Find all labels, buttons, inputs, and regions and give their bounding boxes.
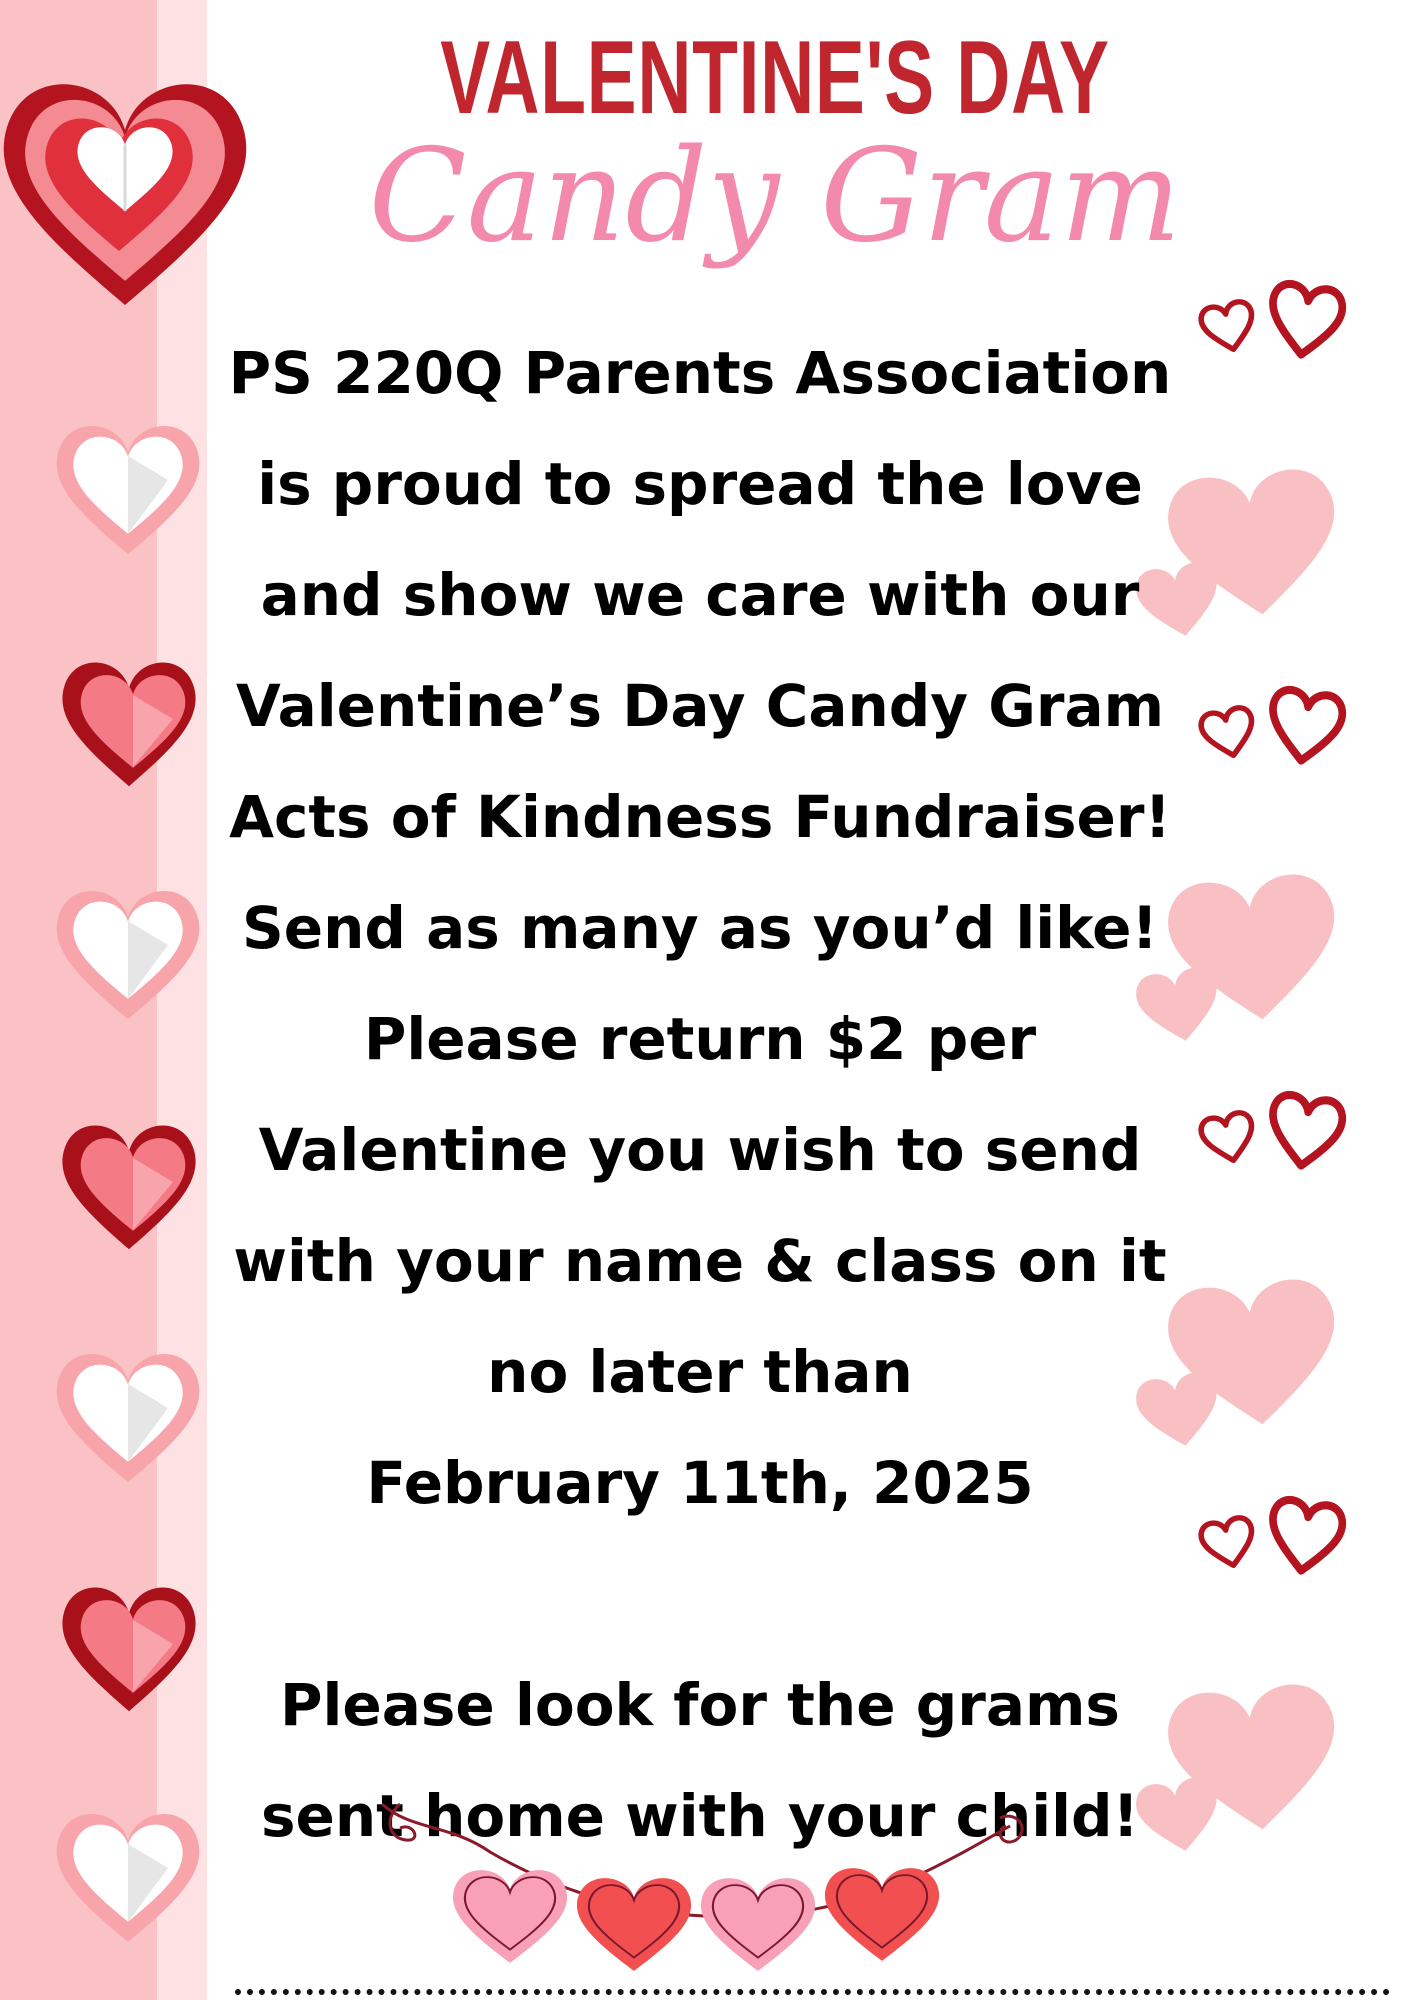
heading-valentines-day: VALENTINE'S DAY [440, 20, 1110, 136]
dotted-divider [235, 1989, 1390, 1995]
body-line: Please return $2 per [363, 1005, 1037, 1073]
paper-heart-white-icon [48, 1808, 208, 1948]
body-line: Valentine’s Day Candy Gram [235, 672, 1165, 740]
closing-line: sent home with your child! [261, 1782, 1139, 1850]
body-line: and show we care with our [260, 561, 1140, 629]
body-line: Send as many as you’d like! [242, 894, 1158, 962]
body-line: Valentine you wish to send [258, 1116, 1142, 1184]
outline-hearts-icon [1185, 678, 1365, 788]
body-line: no later than [487, 1338, 913, 1406]
outline-hearts-icon [1185, 1488, 1365, 1598]
paper-heart-red-icon [54, 1580, 204, 1720]
paper-heart-red-icon [54, 1118, 204, 1258]
body-line: Acts of Kindness Fundraiser! [229, 783, 1171, 851]
body-line: is proud to spread the love [257, 450, 1143, 518]
body-line: with your name & class on it [233, 1227, 1167, 1295]
paper-heart-white-icon [48, 420, 208, 560]
flyer-body [200, 318, 1200, 1872]
heart-garland-icon [370, 1800, 1030, 1980]
script-title-candy-gram: Candy Gram [368, 122, 1182, 271]
deadline-date: February 11th, 2025 [366, 1449, 1034, 1517]
paper-heart-white-icon [48, 885, 208, 1025]
paper-heart-red-icon [54, 655, 204, 795]
closing-line: Please look for the grams [280, 1671, 1120, 1739]
outline-hearts-icon [1185, 1083, 1365, 1193]
paper-heart-white-icon [48, 1348, 208, 1488]
body-line: PS 220Q Parents Association [228, 339, 1172, 407]
large-paper-heart-icon [0, 80, 250, 320]
outline-hearts-icon [1185, 272, 1365, 382]
